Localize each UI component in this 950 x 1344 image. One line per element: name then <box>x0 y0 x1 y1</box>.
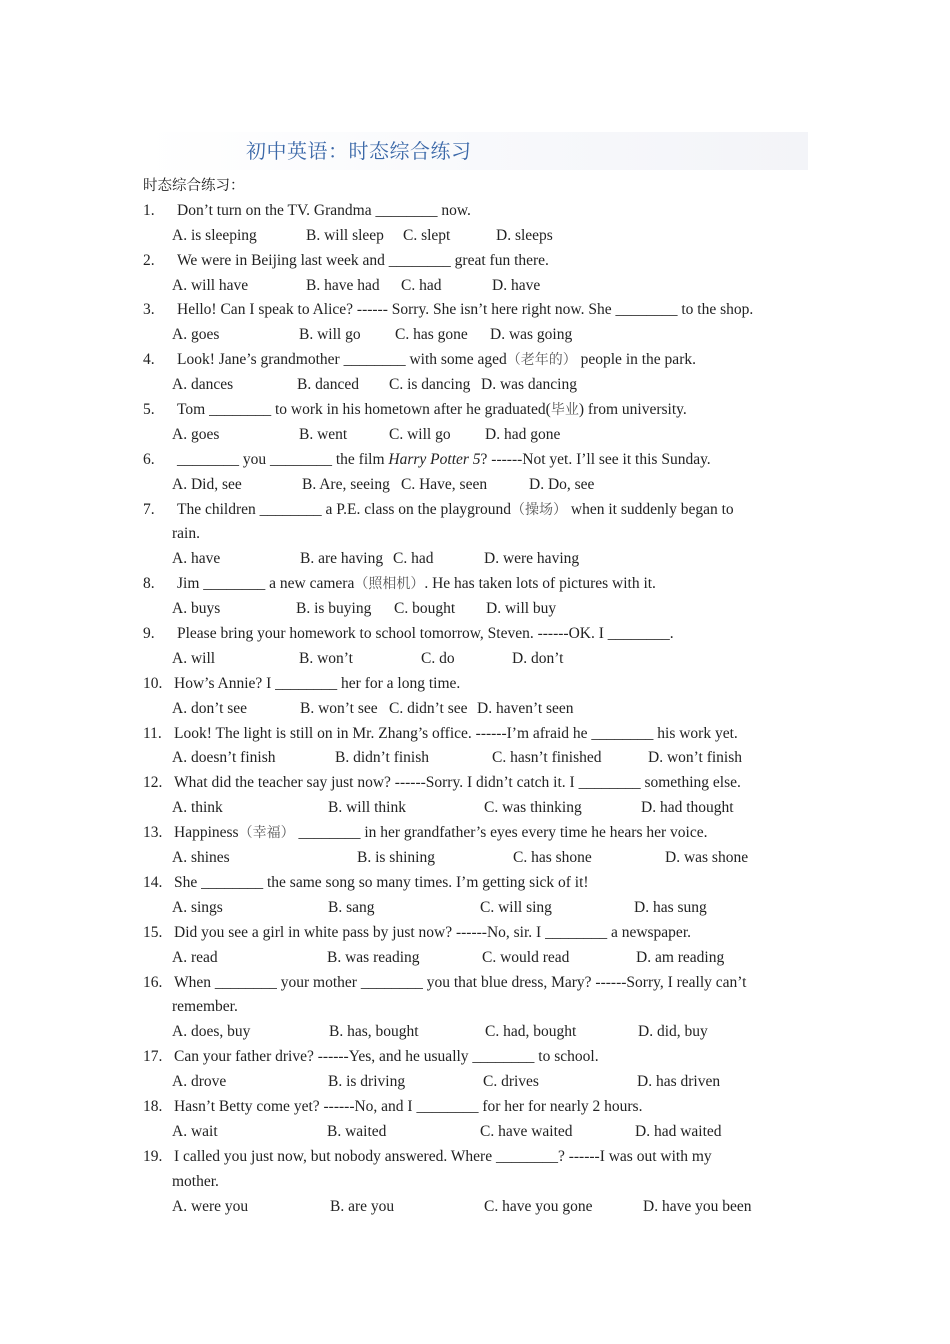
answer-option: D. haven’t seen <box>477 699 574 717</box>
question-text-part: when it suddenly began to <box>567 500 734 518</box>
title-band <box>143 132 808 170</box>
question-line <box>143 298 813 323</box>
exercise-body <box>143 174 813 1219</box>
options-line <box>143 746 813 771</box>
question-text-part: . He has taken lots of pictures with it. <box>424 575 656 593</box>
answer-option: C. Have, seen <box>401 475 488 493</box>
options-line <box>143 697 813 722</box>
question-text: Did you see a girl in white pass by just now? ------No, sir. I ________ a newspaper. <box>174 923 691 941</box>
question-text-part: ) from university. <box>578 401 687 419</box>
question-number: 6. <box>143 450 155 468</box>
question-text <box>177 498 734 523</box>
answer-option: C. drives <box>483 1073 539 1091</box>
answer-option: D. was shone <box>665 849 749 867</box>
question-text: When ________ your mother ________ you that blue dress, Mary? ------Sorry, I really can’t <box>174 973 747 991</box>
options-line <box>143 896 813 921</box>
question-text <box>177 398 687 423</box>
question-text: Can your father drive? ------Yes, and he usually ________ to school. <box>174 1048 599 1066</box>
answer-option: A. sings <box>172 898 223 916</box>
question-line <box>143 821 813 846</box>
question-list <box>143 199 813 1220</box>
question-line <box>143 722 813 747</box>
question-number: 1. <box>143 201 155 219</box>
question-line <box>143 199 813 224</box>
answer-option: D. has driven <box>637 1073 721 1091</box>
answer-option: A. does, buy <box>172 1023 251 1041</box>
answer-option: B. Are, seeing <box>302 475 390 493</box>
options-line <box>143 423 813 448</box>
question-number: 14. <box>143 873 163 891</box>
answer-option: A. wait <box>172 1122 218 1140</box>
question-line <box>143 572 813 597</box>
intro-label: 时态综合练习： <box>143 178 245 194</box>
question-line <box>143 448 813 473</box>
options-line <box>143 1195 813 1220</box>
question-text-part: people in the park. <box>576 351 696 369</box>
answer-option: C. hasn’t finished <box>492 749 602 767</box>
question-continuation: mother. <box>172 1172 219 1190</box>
question-text-part: The children ________ a P.E. class on the playground <box>177 500 512 518</box>
question-continuation: remember. <box>172 998 238 1016</box>
answer-option: C. is dancing <box>389 376 471 394</box>
question-number: 8. <box>143 575 155 593</box>
options-line <box>143 1070 813 1095</box>
answer-option: C. have waited <box>480 1122 573 1140</box>
question-text: Don’t turn on the TV. Grandma ________ now. <box>177 201 471 219</box>
question-text-part: ________ you ________ the film <box>177 450 389 468</box>
question-line <box>143 871 813 896</box>
answer-option: C. has shone <box>513 849 592 867</box>
question-number: 19. <box>143 1147 163 1165</box>
answer-option: D. don’t <box>512 649 564 667</box>
answer-option: C. bought <box>394 600 456 618</box>
question-text: How’s Annie? I ________ her for a long time. <box>174 674 461 692</box>
question-line <box>143 971 813 996</box>
answer-option: A. think <box>172 799 223 817</box>
question-number: 4. <box>143 351 155 369</box>
answer-option: D. Do, see <box>529 475 595 493</box>
answer-option: A. is sleeping <box>172 226 257 244</box>
answer-option: A. will have <box>172 276 249 294</box>
options-line <box>143 224 813 249</box>
options-line <box>143 597 813 622</box>
question-line <box>143 1045 813 1070</box>
question-line <box>143 622 813 647</box>
question-number: 16. <box>143 973 163 991</box>
answer-option: B. sang <box>328 898 375 916</box>
question-text-part: Look! Jane’s grandmother ________ with some aged <box>177 351 507 369</box>
answer-option: B. will sleep <box>306 226 384 244</box>
question-number: 3. <box>143 301 155 319</box>
answer-option: D. had waited <box>635 1122 722 1140</box>
answer-option: B. will go <box>299 326 361 344</box>
answer-option: C. would read <box>482 948 570 966</box>
answer-option: A. doesn’t finish <box>172 749 276 767</box>
answer-option: C. have you gone <box>484 1197 593 1215</box>
options-line <box>143 473 813 498</box>
answer-option: B. has, bought <box>329 1023 419 1041</box>
answer-option: A. have <box>172 550 221 568</box>
question-number: 10. <box>143 674 163 692</box>
answer-option: B. is shining <box>357 849 435 867</box>
question-text: She ________ the same song so many times. I’m getting sick of it! <box>174 873 589 891</box>
question-line <box>143 498 813 523</box>
question-line <box>143 672 813 697</box>
chinese-gloss: （老年的） <box>506 352 577 369</box>
answer-option: B. didn’t finish <box>335 749 430 767</box>
page-title: 初中英语：时态综合练习 <box>246 139 472 163</box>
options-line <box>143 846 813 871</box>
answer-option: C. didn’t see <box>389 699 468 717</box>
question-continuation: rain. <box>172 525 200 543</box>
question-number: 12. <box>143 774 163 792</box>
answer-option: D. won’t finish <box>648 749 743 767</box>
question-line <box>143 249 813 274</box>
question-text <box>174 821 707 846</box>
answer-option: D. has sung <box>634 898 707 916</box>
answer-option: C. had, bought <box>485 1023 577 1041</box>
question-text-part: Jim ________ a new camera <box>177 575 355 593</box>
answer-option: C. slept <box>403 226 451 244</box>
question-line <box>143 398 813 423</box>
question-text: We were in Beijing last week and ________ great fun there. <box>177 251 549 269</box>
answer-option: B. are you <box>330 1197 395 1215</box>
answer-option: D. had thought <box>641 799 734 817</box>
options-line <box>143 323 813 348</box>
question-line <box>143 1095 813 1120</box>
answer-option: A. will <box>172 649 216 667</box>
question-text-part: Happiness <box>174 824 239 842</box>
answer-option: D. was going <box>490 326 573 344</box>
question-number: 13. <box>143 824 163 842</box>
answer-option: D. were having <box>484 550 580 568</box>
answer-option: B. was reading <box>327 948 420 966</box>
question-number: 9. <box>143 625 155 643</box>
answer-option: C. will go <box>389 425 451 443</box>
question-text-part: ________ in her grandfather’s eyes every time he hears her voice. <box>294 824 708 842</box>
answer-option: B. have had <box>306 276 380 294</box>
film-title: Harry Potter 5 <box>388 450 481 468</box>
answer-option: D. will buy <box>486 600 557 618</box>
question-number: 2. <box>143 251 155 269</box>
answer-option: D. have you been <box>643 1197 752 1215</box>
chinese-gloss: （照相机） <box>354 576 425 593</box>
answer-option: C. had <box>401 276 442 294</box>
answer-option: B. won’t <box>299 649 353 667</box>
question-text: Hasn’t Betty come yet? ------No, and I ________ for her for nearly 2 hours. <box>174 1097 643 1115</box>
options-line <box>143 547 813 572</box>
answer-option: B. waited <box>327 1122 387 1140</box>
answer-option: B. are having <box>300 550 384 568</box>
question-line <box>143 921 813 946</box>
chinese-gloss: （操场） <box>511 501 568 518</box>
question-line <box>143 348 813 373</box>
question-text-part: Tom ________ to work in his hometown after he graduated( <box>177 401 551 419</box>
options-line <box>143 647 813 672</box>
question-line <box>143 1145 813 1170</box>
options-line <box>143 274 813 299</box>
answer-option: B. will think <box>328 799 406 817</box>
answer-option: C. had <box>393 550 434 568</box>
question-text: What did the teacher say just now? ------Sorry. I didn’t catch it. I ________ something else. <box>174 774 741 792</box>
question-number: 15. <box>143 923 163 941</box>
question-text <box>177 448 711 473</box>
answer-option: A. dances <box>172 376 234 394</box>
options-line <box>143 796 813 821</box>
answer-option: B. is driving <box>328 1073 406 1091</box>
question-number: 18. <box>143 1097 163 1115</box>
question-text <box>177 348 696 373</box>
answer-option: C. was thinking <box>484 799 582 817</box>
answer-option: C. has gone <box>395 326 468 344</box>
question-text-part: ? ------Not yet. I’ll see it this Sunday. <box>480 450 711 468</box>
question-text: Hello! Can I speak to Alice? ------ Sorry. She isn’t here right now. She ________ to the shop. <box>177 301 754 319</box>
options-line <box>143 373 813 398</box>
answer-option: B. is buying <box>296 600 372 618</box>
answer-option: A. drove <box>172 1073 227 1091</box>
question-number: 5. <box>143 401 155 419</box>
question-number: 7. <box>143 500 155 518</box>
answer-option: D. had gone <box>485 425 561 443</box>
answer-option: A. Did, see <box>172 475 242 493</box>
answer-option: D. sleeps <box>496 226 553 244</box>
answer-option: D. am reading <box>636 948 725 966</box>
question-number: 11. <box>143 724 162 742</box>
answer-option: C. do <box>421 649 455 667</box>
answer-option: A. read <box>172 948 218 966</box>
question-text: Look! The light is still on in Mr. Zhang’s office. ------I’m afraid he ________ his work yet. <box>174 724 738 742</box>
question-line <box>143 771 813 796</box>
options-line <box>143 1020 813 1045</box>
answer-option: D. did, buy <box>638 1023 708 1041</box>
answer-option: A. buys <box>172 600 221 618</box>
answer-option: A. goes <box>172 326 220 344</box>
options-line <box>143 1120 813 1145</box>
chinese-gloss: （幸福） <box>238 825 295 842</box>
answer-option: A. shines <box>172 849 230 867</box>
chinese-gloss: 毕业 <box>550 402 579 419</box>
question-number: 17. <box>143 1048 163 1066</box>
answer-option: D. was dancing <box>481 376 577 394</box>
answer-option: C. will sing <box>480 898 552 916</box>
answer-option: A. don’t see <box>172 699 248 717</box>
answer-option: A. were you <box>172 1197 249 1215</box>
answer-option: B. won’t see <box>300 699 378 717</box>
question-text: I called you just now, but nobody answered. Where ________? ------I was out with my <box>174 1147 712 1165</box>
answer-option: A. goes <box>172 425 220 443</box>
options-line <box>143 946 813 971</box>
question-text: Please bring your homework to school tomorrow, Steven. ------OK. I ________. <box>177 625 674 643</box>
answer-option: B. danced <box>297 376 359 394</box>
question-text <box>177 572 656 597</box>
answer-option: B. went <box>299 425 348 443</box>
answer-option: D. have <box>492 276 541 294</box>
